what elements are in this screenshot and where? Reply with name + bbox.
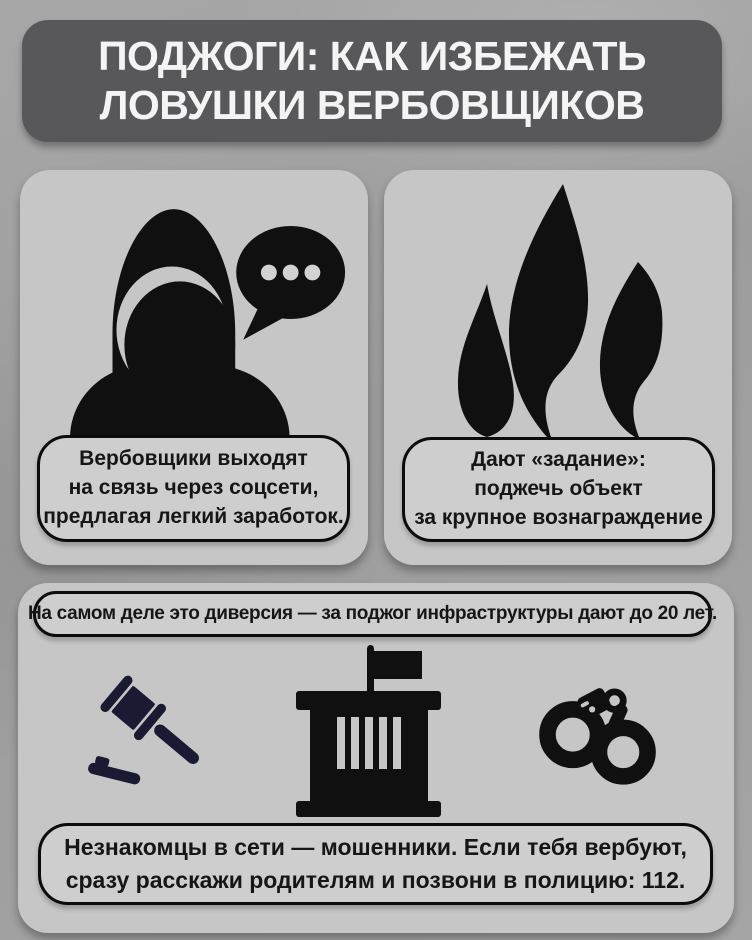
caption-line: поджечь объект	[474, 477, 643, 501]
caption-line: за крупное вознаграждение	[414, 505, 703, 529]
consequences-card	[18, 583, 734, 933]
advice-caption-box	[38, 823, 713, 905]
chat-bubble-icon	[236, 226, 345, 340]
caption-line: Дают «задание»:	[471, 448, 646, 472]
advice-line: сразу расскажи родителям и позвони в полицию: 112.	[65, 867, 686, 893]
warning-caption-box	[28, 591, 717, 637]
caption-line: предлагая легкий заработок.	[43, 504, 344, 528]
warning-text: На самом деле это диверсия — за поджог инфраструктуры дают до 20 лет.	[28, 603, 717, 624]
title-banner	[22, 20, 722, 142]
prison-icon	[296, 643, 441, 817]
caption-line: Вербовщики выходят	[79, 447, 308, 471]
page-title-line-2: ЛОВУШКИ ВЕРБОВЩИКОВ	[99, 82, 645, 128]
hooded-recruiter-icon	[65, 200, 352, 440]
caption-line: на связь через соцсети,	[68, 476, 319, 500]
flame-icon	[455, 184, 665, 437]
handcuffs-icon	[534, 688, 662, 790]
arson-task-card	[384, 170, 732, 565]
recruiter-caption-box	[37, 435, 350, 542]
gavel-icon	[86, 680, 206, 792]
arson-caption-box	[402, 437, 715, 542]
page-title-line-1: ПОДЖОГИ: КАК ИЗБЕЖАТЬ	[98, 32, 646, 79]
recruiter-card	[20, 170, 368, 565]
advice-line: Незнакомцы в сети — мошенники. Если тебя вербуют,	[64, 834, 687, 861]
